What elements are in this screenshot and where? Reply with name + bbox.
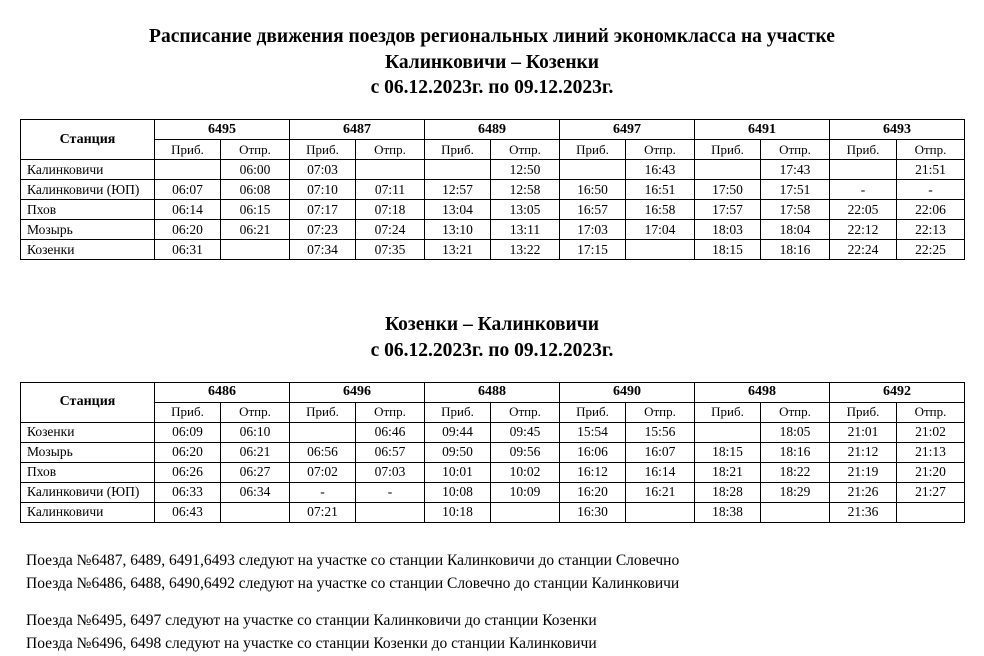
table-row bbox=[21, 442, 965, 462]
time-cell: 07:35 bbox=[356, 240, 425, 260]
time-cell: 06:26 bbox=[155, 462, 221, 482]
train-number-header: 6498 bbox=[695, 382, 830, 402]
time-cell: 16:51 bbox=[626, 180, 695, 200]
time-cell bbox=[491, 502, 560, 522]
time-cell: 17:51 bbox=[761, 180, 830, 200]
table-row bbox=[21, 200, 965, 220]
time-cell bbox=[425, 160, 491, 180]
time-cell: 10:02 bbox=[491, 462, 560, 482]
time-cell bbox=[626, 240, 695, 260]
time-cell: 13:22 bbox=[491, 240, 560, 260]
page-title bbox=[20, 24, 964, 101]
table-row bbox=[21, 462, 965, 482]
departure-label: Отпр. bbox=[626, 140, 695, 160]
time-cell: 22:12 bbox=[830, 220, 897, 240]
train-number-header: 6496 bbox=[290, 382, 425, 402]
time-cell: 21:01 bbox=[830, 422, 897, 442]
time-cell: 06:46 bbox=[356, 422, 425, 442]
station-name: Пхов bbox=[21, 462, 155, 482]
time-cell: 21:51 bbox=[897, 160, 965, 180]
table-header-row-arrdep bbox=[21, 402, 965, 422]
time-cell: 22:25 bbox=[897, 240, 965, 260]
time-cell: 06:21 bbox=[221, 442, 290, 462]
time-cell bbox=[761, 502, 830, 522]
time-cell: 07:17 bbox=[290, 200, 356, 220]
time-cell: 17:58 bbox=[761, 200, 830, 220]
time-cell: 21:26 bbox=[830, 482, 897, 502]
time-cell: 06:09 bbox=[155, 422, 221, 442]
time-cell: - bbox=[830, 180, 897, 200]
time-cell: 13:04 bbox=[425, 200, 491, 220]
time-cell: 16:57 bbox=[560, 200, 626, 220]
time-cell: 16:14 bbox=[626, 462, 695, 482]
footnote-line: Поезда №6487, 6489, 6491,6493 следуют на участке со станции Калинковичи до станции Словечно bbox=[26, 551, 680, 569]
time-cell: 21:27 bbox=[897, 482, 965, 502]
arrival-label: Приб. bbox=[155, 140, 221, 160]
station-column-header: Станция bbox=[21, 120, 155, 160]
time-cell: 15:54 bbox=[560, 422, 626, 442]
time-cell: 18:29 bbox=[761, 482, 830, 502]
station-name: Козенки bbox=[21, 240, 155, 260]
time-cell: 09:45 bbox=[491, 422, 560, 442]
train-number-header: 6497 bbox=[560, 120, 695, 140]
time-cell: 06:27 bbox=[221, 462, 290, 482]
departure-label: Отпр. bbox=[356, 402, 425, 422]
train-number-header: 6495 bbox=[155, 120, 290, 140]
time-cell: 21:20 bbox=[897, 462, 965, 482]
time-cell: 07:03 bbox=[356, 462, 425, 482]
title-line-1: Расписание движения поездов региональных линий экономкласса на участке bbox=[149, 26, 835, 47]
time-cell: 10:18 bbox=[425, 502, 491, 522]
time-cell: 09:44 bbox=[425, 422, 491, 442]
time-cell: 09:50 bbox=[425, 442, 491, 462]
time-cell: 06:08 bbox=[221, 180, 290, 200]
time-cell bbox=[155, 160, 221, 180]
section-2-title bbox=[20, 312, 964, 363]
time-cell: 16:07 bbox=[626, 442, 695, 462]
departure-label: Отпр. bbox=[221, 140, 290, 160]
station-name: Калинковичи (ЮП) bbox=[21, 180, 155, 200]
time-cell: 21:19 bbox=[830, 462, 897, 482]
table-row bbox=[21, 502, 965, 522]
station-name: Калинковичи bbox=[21, 160, 155, 180]
time-cell: 13:10 bbox=[425, 220, 491, 240]
time-cell: 16:06 bbox=[560, 442, 626, 462]
table-row bbox=[21, 240, 965, 260]
time-cell: 10:08 bbox=[425, 482, 491, 502]
time-cell: 10:01 bbox=[425, 462, 491, 482]
time-cell: 17:15 bbox=[560, 240, 626, 260]
departure-label: Отпр. bbox=[897, 140, 965, 160]
train-number-header: 6487 bbox=[290, 120, 425, 140]
station-name: Мозырь bbox=[21, 220, 155, 240]
time-cell bbox=[695, 422, 761, 442]
time-cell: 12:50 bbox=[491, 160, 560, 180]
time-cell: 22:06 bbox=[897, 200, 965, 220]
train-number-header: 6493 bbox=[830, 120, 965, 140]
time-cell: 18:04 bbox=[761, 220, 830, 240]
time-cell: 06:57 bbox=[356, 442, 425, 462]
time-cell: 13:11 bbox=[491, 220, 560, 240]
time-cell: 07:24 bbox=[356, 220, 425, 240]
time-cell: 06:00 bbox=[221, 160, 290, 180]
schedule-table-kozenki-kalinkovichi bbox=[20, 382, 965, 523]
time-cell: 12:57 bbox=[425, 180, 491, 200]
footnote-line: Поезда №6495, 6497 следуют на участке со станции Калинковичи до станции Козенки bbox=[26, 612, 597, 630]
section-2-title-line-1: Козенки – Калинковичи bbox=[384, 314, 600, 336]
time-cell: 16:58 bbox=[626, 200, 695, 220]
time-cell: 18:16 bbox=[761, 240, 830, 260]
time-cell: 18:16 bbox=[761, 442, 830, 462]
time-cell: 18:38 bbox=[695, 502, 761, 522]
footnote-line: Поезда №6486, 6488, 6490,6492 следуют на участке со станции Словечно до станции Калинковичи bbox=[26, 574, 680, 592]
train-number-header: 6489 bbox=[425, 120, 560, 140]
footnote-line: Поезда №6496, 6498 следуют на участке со станции Козенки до станции Калинковичи bbox=[26, 635, 597, 653]
time-cell: - bbox=[897, 180, 965, 200]
arrival-label: Приб. bbox=[290, 140, 356, 160]
time-cell bbox=[221, 240, 290, 260]
time-cell: 22:24 bbox=[830, 240, 897, 260]
arrival-label: Приб. bbox=[425, 402, 491, 422]
time-cell: 17:50 bbox=[695, 180, 761, 200]
time-cell: 17:43 bbox=[761, 160, 830, 180]
time-cell bbox=[356, 502, 425, 522]
departure-label: Отпр. bbox=[491, 140, 560, 160]
station-name: Пхов bbox=[21, 200, 155, 220]
arrival-label: Приб. bbox=[560, 140, 626, 160]
section-2-title-line-2: с 06.12.2023г. по 09.12.2023г. bbox=[370, 339, 614, 361]
time-cell: 18:15 bbox=[695, 442, 761, 462]
time-cell: - bbox=[356, 482, 425, 502]
time-cell: 07:11 bbox=[356, 180, 425, 200]
time-cell: 06:31 bbox=[155, 240, 221, 260]
title-line-3: с 06.12.2023г. по 09.12.2023г. bbox=[370, 77, 614, 99]
station-name: Козенки bbox=[21, 422, 155, 442]
table-row bbox=[21, 422, 965, 442]
time-cell: 22:13 bbox=[897, 220, 965, 240]
arrival-label: Приб. bbox=[560, 402, 626, 422]
train-number-header: 6492 bbox=[830, 382, 965, 402]
arrival-label: Приб. bbox=[695, 140, 761, 160]
train-number-header: 6488 bbox=[425, 382, 560, 402]
schedule-table-kalinkovichi-kozenki bbox=[20, 119, 965, 260]
time-cell: 06:20 bbox=[155, 442, 221, 462]
time-cell: 17:04 bbox=[626, 220, 695, 240]
footnotes bbox=[20, 549, 964, 656]
time-cell: 09:56 bbox=[491, 442, 560, 462]
time-cell: 15:56 bbox=[626, 422, 695, 442]
time-cell: 16:30 bbox=[560, 502, 626, 522]
table-row bbox=[21, 220, 965, 240]
time-cell: 12:58 bbox=[491, 180, 560, 200]
time-cell bbox=[221, 502, 290, 522]
train-number-header: 6490 bbox=[560, 382, 695, 402]
time-cell: 07:03 bbox=[290, 160, 356, 180]
time-cell: 18:03 bbox=[695, 220, 761, 240]
time-cell: 16:21 bbox=[626, 482, 695, 502]
time-cell bbox=[695, 160, 761, 180]
departure-label: Отпр. bbox=[761, 140, 830, 160]
table-row bbox=[21, 482, 965, 502]
time-cell: 21:13 bbox=[897, 442, 965, 462]
time-cell: 06:20 bbox=[155, 220, 221, 240]
station-name: Мозырь bbox=[21, 442, 155, 462]
table-row bbox=[21, 160, 965, 180]
time-cell: 18:28 bbox=[695, 482, 761, 502]
time-cell bbox=[626, 502, 695, 522]
time-cell: 10:09 bbox=[491, 482, 560, 502]
time-cell: 07:23 bbox=[290, 220, 356, 240]
departure-label: Отпр. bbox=[761, 402, 830, 422]
time-cell: 07:34 bbox=[290, 240, 356, 260]
time-cell: 06:43 bbox=[155, 502, 221, 522]
time-cell: 17:03 bbox=[560, 220, 626, 240]
time-cell: 13:21 bbox=[425, 240, 491, 260]
time-cell: 18:21 bbox=[695, 462, 761, 482]
time-cell: 06:07 bbox=[155, 180, 221, 200]
time-cell bbox=[356, 160, 425, 180]
time-cell: 13:05 bbox=[491, 200, 560, 220]
departure-label: Отпр. bbox=[356, 140, 425, 160]
arrival-label: Приб. bbox=[155, 402, 221, 422]
time-cell: 06:14 bbox=[155, 200, 221, 220]
table-header-row-trains bbox=[21, 382, 965, 402]
time-cell: 18:22 bbox=[761, 462, 830, 482]
table-header-row-arrdep bbox=[21, 140, 965, 160]
time-cell: 18:15 bbox=[695, 240, 761, 260]
time-cell: 21:12 bbox=[830, 442, 897, 462]
time-cell: 06:33 bbox=[155, 482, 221, 502]
time-cell bbox=[290, 422, 356, 442]
time-cell: 16:50 bbox=[560, 180, 626, 200]
departure-label: Отпр. bbox=[221, 402, 290, 422]
time-cell: 06:34 bbox=[221, 482, 290, 502]
time-cell: 07:18 bbox=[356, 200, 425, 220]
time-cell bbox=[830, 160, 897, 180]
station-name: Калинковичи bbox=[21, 502, 155, 522]
title-line-2: Калинковичи – Козенки bbox=[384, 51, 600, 73]
station-column-header: Станция bbox=[21, 382, 155, 422]
arrival-label: Приб. bbox=[290, 402, 356, 422]
departure-label: Отпр. bbox=[626, 402, 695, 422]
time-cell: 21:02 bbox=[897, 422, 965, 442]
time-cell: 07:02 bbox=[290, 462, 356, 482]
time-cell bbox=[897, 502, 965, 522]
time-cell: 06:21 bbox=[221, 220, 290, 240]
time-cell: 07:10 bbox=[290, 180, 356, 200]
train-number-header: 6486 bbox=[155, 382, 290, 402]
time-cell: 18:05 bbox=[761, 422, 830, 442]
station-name: Калинковичи (ЮП) bbox=[21, 482, 155, 502]
arrival-label: Приб. bbox=[830, 402, 897, 422]
time-cell bbox=[560, 160, 626, 180]
table-header-row-trains bbox=[21, 120, 965, 140]
time-cell: 21:36 bbox=[830, 502, 897, 522]
table-row bbox=[21, 180, 965, 200]
time-cell: 06:56 bbox=[290, 442, 356, 462]
arrival-label: Приб. bbox=[695, 402, 761, 422]
time-cell: 22:05 bbox=[830, 200, 897, 220]
departure-label: Отпр. bbox=[897, 402, 965, 422]
time-cell: 16:43 bbox=[626, 160, 695, 180]
time-cell: 06:15 bbox=[221, 200, 290, 220]
time-cell: 16:20 bbox=[560, 482, 626, 502]
train-number-header: 6491 bbox=[695, 120, 830, 140]
arrival-label: Приб. bbox=[425, 140, 491, 160]
time-cell: 06:10 bbox=[221, 422, 290, 442]
arrival-label: Приб. bbox=[830, 140, 897, 160]
time-cell: 16:12 bbox=[560, 462, 626, 482]
time-cell: 17:57 bbox=[695, 200, 761, 220]
time-cell: 07:21 bbox=[290, 502, 356, 522]
departure-label: Отпр. bbox=[491, 402, 560, 422]
footnote-gap bbox=[26, 595, 964, 609]
time-cell: - bbox=[290, 482, 356, 502]
